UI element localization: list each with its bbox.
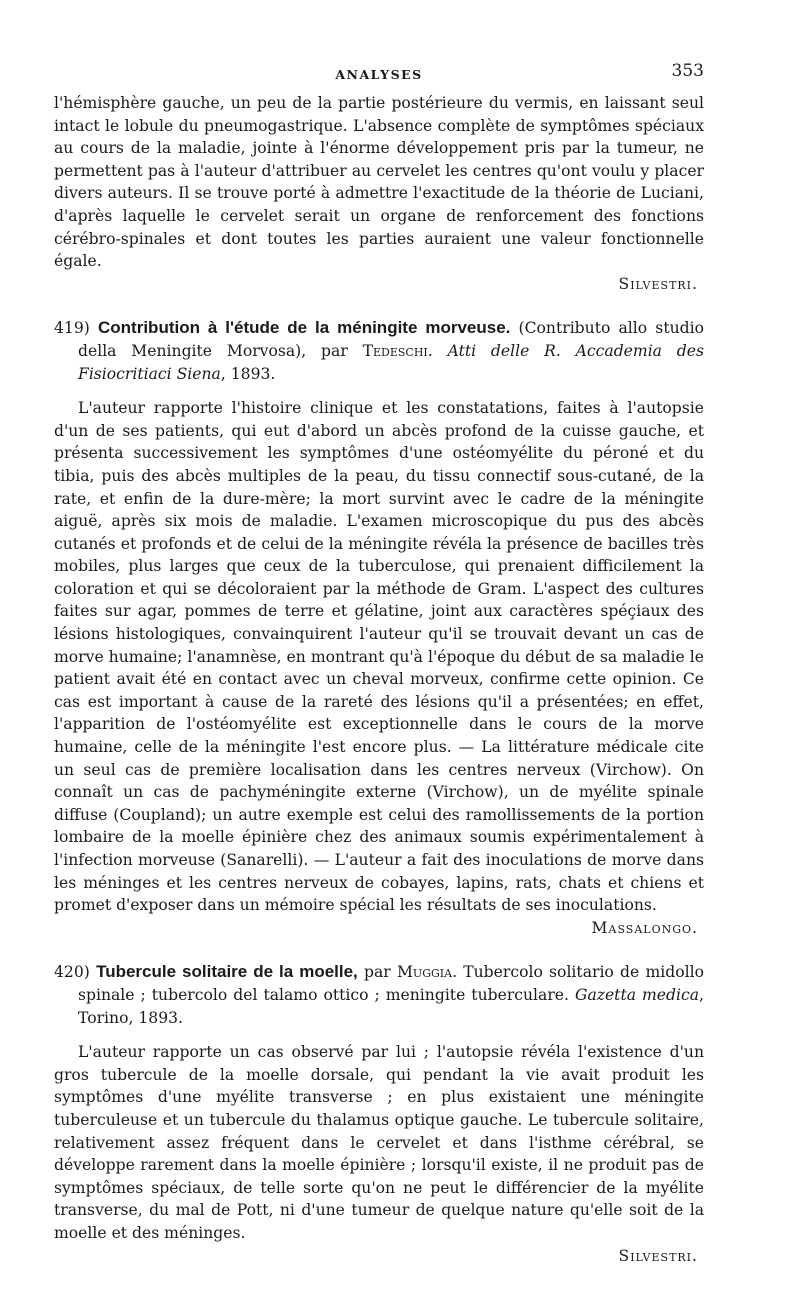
entry-title: Contribution à l'étude de la méningite morveuse.	[98, 318, 511, 338]
entry-author: Tedeschi	[362, 341, 428, 360]
entry-number: 420)	[54, 963, 90, 982]
entry-419	[54, 317, 704, 939]
continuation-signature: Silvestri.	[618, 274, 698, 293]
entry-title: Tubercule solitaire de la moelle,	[96, 962, 358, 982]
entry-number: 419)	[54, 319, 90, 338]
entry-heading	[54, 961, 704, 1029]
entry-heading	[54, 317, 704, 385]
entry-ref-before-author: par	[357, 963, 397, 982]
page-number: 353	[671, 61, 704, 81]
continuation-paragraph: l'hémisphère gauche, un peu de la partie postérieure du vermis, en laissant seul intact le lobule du pneumogastrique. L'absence complète de symptômes spéciaux au cours de la maladie, jointe à l'énorme développement pris par la tumeur, ne permettent pas à l'auteur d'attribuer au cervelet les centres qu'ont voulu y placer divers auteurs. Il se trouve porté à admettre l'exactitude de la théorie de Luciani, d'après laquelle le cervelet serait un organe de renforcement des fonctions cérébro-spinales et dont toutes les parties auraient une valeur fonctionnelle égale.	[54, 94, 704, 271]
entry-signature: Silvestri.	[618, 1246, 698, 1265]
running-head	[54, 58, 704, 82]
entry-signature: Massalongo.	[591, 918, 698, 937]
entry-ref-sep: . Tubercolo solitario de midollo spinale ; tubercolo del talamo ottico ; meningite tuberculare.	[78, 963, 704, 1004]
continuation-block	[54, 92, 704, 295]
entry-journal: Atti delle R. Accademia des Fisiocritiaci Siena	[78, 341, 705, 383]
entry-ref-sep: .	[427, 341, 448, 360]
entry-body: L'auteur rapporte l'histoire clinique et les constatations, faites à l'autopsie d'un de ses patients, qui eut d'abord un abcès profond de la cuisse gauche, et présenta successivement les symptômes d'une ostéomyélite du péroné et du tibia, puis des abcès multiples de la peau, du tissu connectif sous-cutané, de la rate, et enfin de la dure-mère; la mort survint avec le cadre de la méningite aiguë, après six mois de maladie. L'examen microscopique du pus des abcès cutanés et profonds et de celui de la méningite révéla la présence de bacilles très mobiles, plus larges que ceux de la tuberculose, qui prenaient difficilement la coloration et qui se décoloraient par la méthode de Gram. L'aspect des cultures faites sur agar, pommes de terre et gélatine, joint aux caractères spéçiaux des lésions histologiques, convainquirent l'auteur qu'il se trouvait devant un cas de morve humaine; l'anamnèse, en montrant qu'à l'époque du début de sa maladie le patient avait été en contact avec un cheval morveux, confirme cette opinion. Ce cas est important à cause de la rareté des lésions qu'il a présentées; en effet, l'apparition de l'ostéomyélite est exceptionnelle dans le cours de la morve humaine, celle de la méningite l'est encore plus. — La littérature médicale cite un seul cas de première localisation dans les centres nerveux (Virchow). On connaît un cas de pachyméningite externe (Virchow), un de myélite spinale diffuse (Coupland); un autre exemple est celui des ramollissements de la portion lombaire de la moelle épinière chez des animaux soumis expérimentalement à l'infection morveuse (Sanarelli). — L'auteur a fait des inoculations de morve dans les méninges et les centres nerveux de cobayes, lapins, rats, chats et chiens et promet d'exposer dans un mémoire spécial les résultats de ses inoculations.	[54, 399, 704, 915]
entry-author: Muggia	[396, 963, 453, 982]
entry-year: , Torino, 1893.	[78, 985, 704, 1027]
entry-reference	[54, 317, 704, 385]
entry-body: L'auteur rapporte un cas observé par lui ; l'autopsie révéla l'existence d'un gros tubercule de la moelle dorsale, qui pendant la vie avait produit les symptômes d'une myélite transverse ; en plus existaient une méningite tuberculeuse et un tubercule du thalamus optique gauche. Le tubercule solitaire, relativement assez fréquent dans le cervelet et dans l'isthme cérébral, se développe rarement dans la moelle épinière ; lorsqu'il existe, il ne produit pas de symptômes spéciaux, de telle sorte qu'on ne peut le différencier de la myélite transverse, du mal de Pott, ni d'une tumeur de quelque nature qu'elle soit de la moelle et des méninges.	[54, 1043, 704, 1242]
entry-ref-before-author: (Contributo allo studio della Meningite Morvosa), par	[78, 319, 704, 360]
entry-420	[54, 961, 704, 1267]
running-title: ANALYSES	[335, 67, 423, 82]
entry-journal: Gazetta medica	[574, 985, 700, 1004]
entry-year: , 1893.	[220, 364, 276, 383]
entry-reference	[54, 961, 704, 1029]
